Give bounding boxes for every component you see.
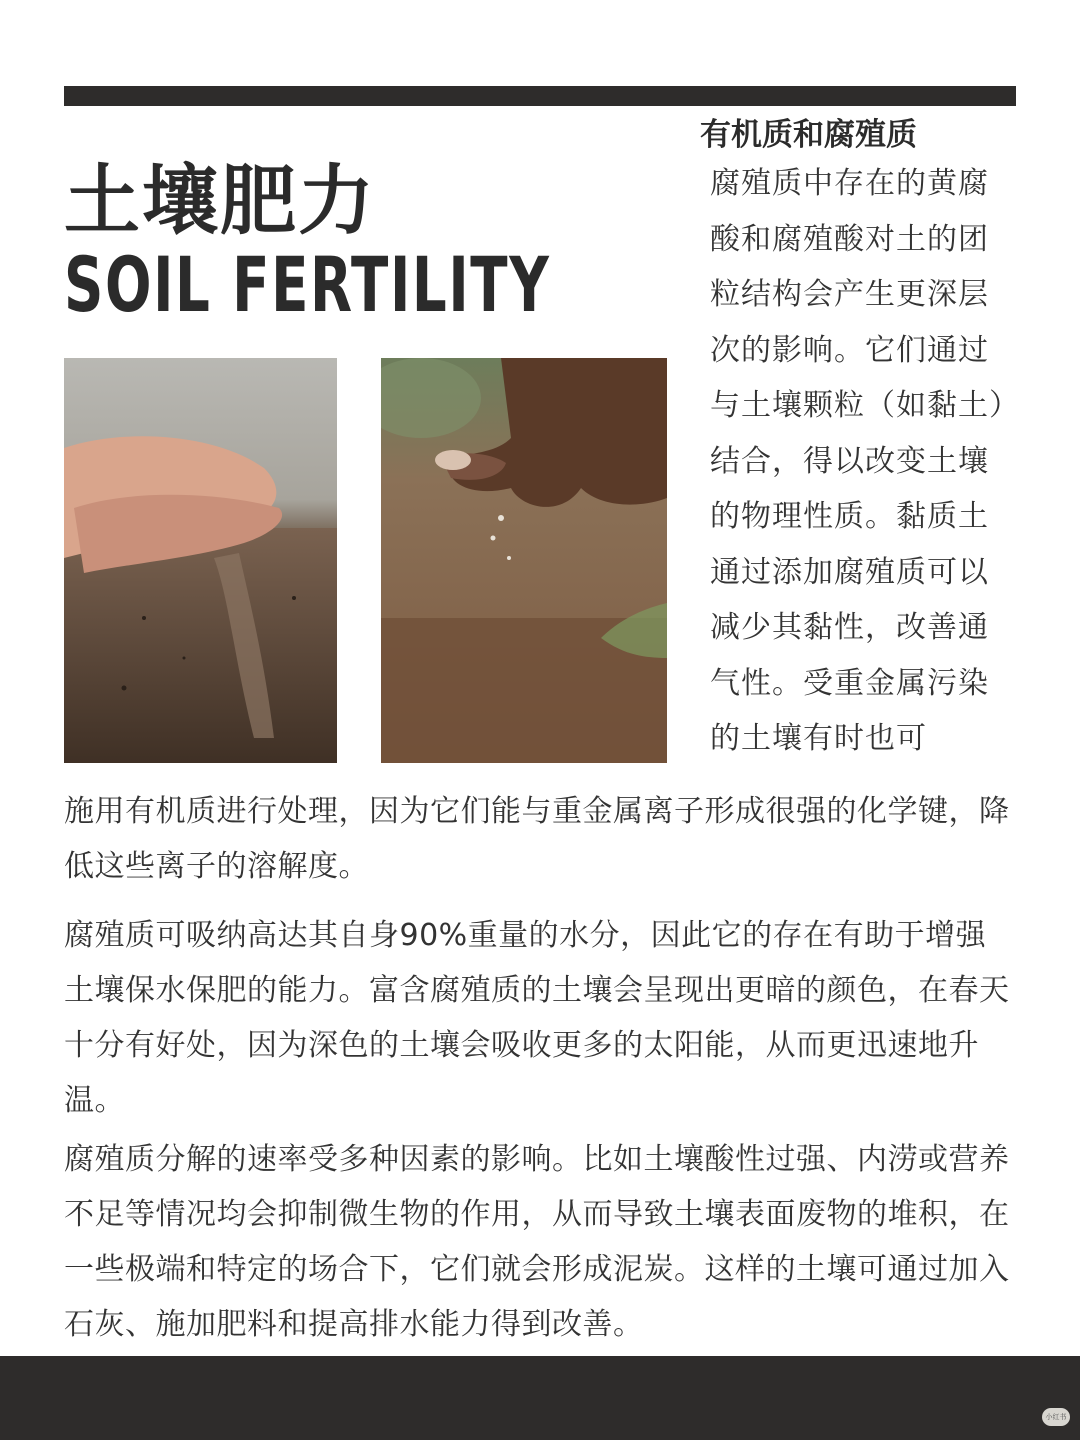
top-divider-bar [64, 86, 1016, 106]
paragraph-1: 施用有机质进行处理，因为它们能与重金属离子形成很强的化学键，降低这些离子的溶解度。 [64, 794, 1010, 884]
page-title-chinese: 土壤肥力 [64, 156, 376, 245]
watermark-logo: 小红书 [1042, 1408, 1070, 1426]
page-title-english: SOIL FERTILITY [64, 240, 551, 329]
hands-pouring-soil-photo [64, 358, 337, 763]
hand-sowing-seeds-photo [381, 358, 667, 763]
paragraph-3: 腐殖质分解的速率受多种因素的影响。比如土壤酸性过强、内涝或营养不足等情况均会抑制微生物的作用，从而导致土壤表面废物的堆积，在一些极端和特定的场合下，它们就会形成泥炭。这样的土壤可通过加入石灰、施加肥料和提高排水能力得到改善。 [64, 1142, 1010, 1342]
section-heading: 有机质和腐殖质 [700, 117, 917, 153]
bottom-dark-band [0, 1356, 1080, 1440]
side-column-text: 腐殖质中存在的黄腐酸和腐殖酸对土的团粒结构会产生更深层次的影响。它们通过与土壤颗粒（如黏土）结合，得以改变土壤的物理性质。黏质土通过添加腐殖质可以减少其黏性，改善通气性。受重金属污染的土壤有时也可 [710, 166, 1005, 756]
paragraph-2: 腐殖质可吸纳高达其自身90%重量的水分，因此它的存在有助于增强土壤保水保肥的能力。富含腐殖质的土壤会呈现出更暗的颜色，在春天十分有好处，因为深色的土壤会吸收更多的太阳能，从而更迅速地升温。 [64, 918, 1010, 1118]
